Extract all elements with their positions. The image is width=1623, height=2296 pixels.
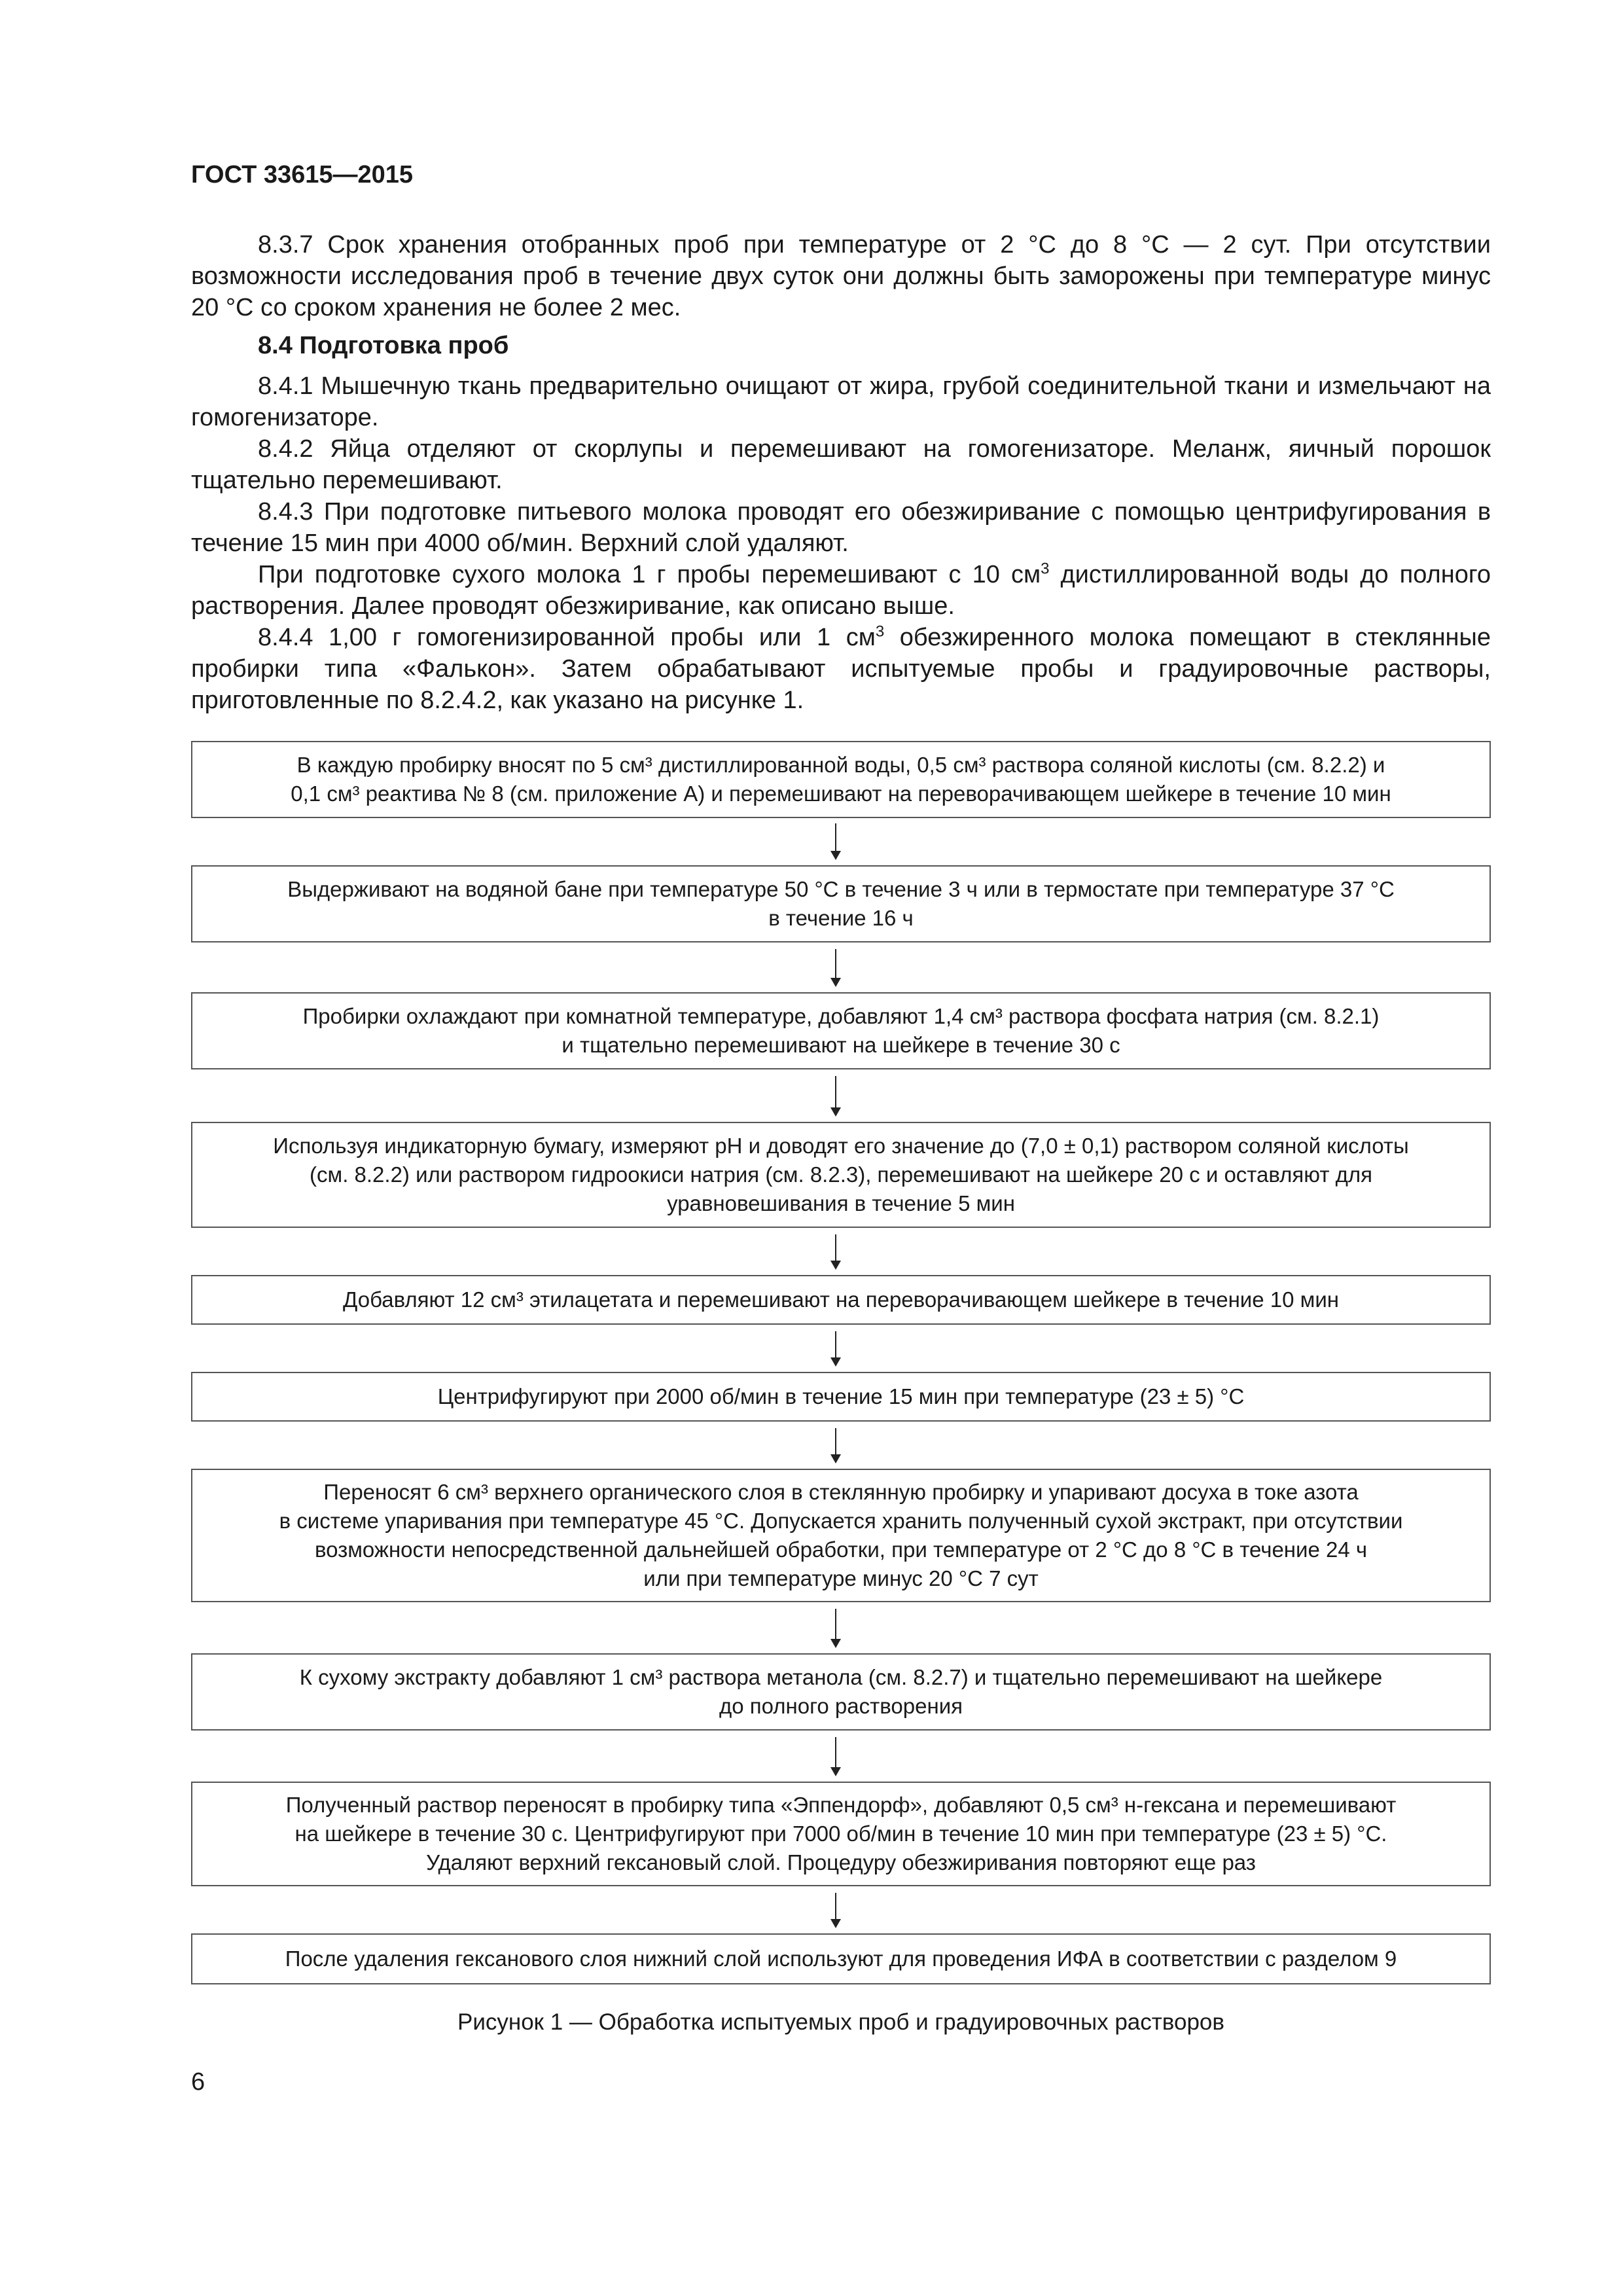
flowchart-step-text (303, 1002, 1380, 1060)
flow-arrow-down-icon (835, 1893, 836, 1927)
paragraph-8-4-1: 8.4.1 Мышечную ткань предварительно очищают от жира, грубой соединительной ткани и измельчают на гомогенизаторе. (191, 372, 1491, 431)
step-line: Добавляют 12 см³ этилацетата и перемешивают на переворачивающем шейкере в течение 10 мин (343, 1287, 1339, 1312)
step-line: Переносят 6 см³ верхнего органического слоя в стеклянную пробирку и упаривают досуха в токе азота (323, 1480, 1359, 1504)
paragraph-dry-milk (191, 559, 1491, 622)
flow-arrow-down-icon (835, 1331, 836, 1365)
page-number: 6 (191, 2068, 205, 2096)
paragraph-8-4-4 (191, 622, 1491, 716)
paragraph-dry-milk-part-1: При подготовке сухого молока 1 г пробы перемешивают с 10 см (258, 561, 1041, 588)
step-line: и тщательно перемешивают на шейкере в течение 30 с (562, 1033, 1120, 1057)
flow-arrow-down-icon (835, 823, 836, 859)
figure-caption: Рисунок 1 — Обработка испытуемых проб и градуировочных растворов (457, 2009, 1224, 2035)
paragraph-8-4-2: 8.4.2 Яйца отделяют от скорлупы и перемешивают на гомогенизаторе. Меланж, яичный порошок тщательно перемешивают. (191, 435, 1491, 494)
flowchart-step-8 (191, 1653, 1491, 1731)
step-line: Центрифугируют при 2000 об/мин в течение 15 мин при температуре (23 ± 5) °С (437, 1384, 1245, 1408)
flow-arrow-down-icon (835, 1076, 836, 1115)
flow-arrow-down-icon (835, 1609, 836, 1647)
flowchart-step-text (279, 1478, 1403, 1593)
flowchart-step-7 (191, 1469, 1491, 1602)
flow-arrow-down-icon (835, 1428, 836, 1462)
step-line: в системе упаривания при температуре 45 °С. Допускается хранить полученный сухой экстракт, при отсутствии (279, 1509, 1403, 1533)
section-heading-8-4: 8.4 Подготовка проб (258, 332, 509, 359)
flowchart-step-10 (191, 1933, 1491, 1984)
flowchart-step-text (300, 1663, 1382, 1721)
flowchart-step-text (285, 1945, 1397, 1973)
step-line: Удаляют верхний гексановый слой. Процедуру обезжиривания повторяют еще раз (426, 1850, 1256, 1874)
step-line: Пробирки охлаждают при комнатной температуре, добавляют 1,4 см³ раствора фосфата натрия (см. 8.2.1) (302, 1004, 1380, 1028)
step-line: Используя индикаторную бумагу, измеряют рН и доводят его значение до (7,0 ± 0,1) раствором соляной кислоты (273, 1134, 1409, 1158)
step-line: уравновешивания в течение 5 мин (667, 1191, 1015, 1215)
flowchart-step-2 (191, 865, 1491, 942)
paragraph-8-3-7: 8.3.7 Срок хранения отобранных проб при температуре от 2 °С до 8 °С — 2 сут. При отсутствии возможности исследования проб в течение двух суток они должны быть заморожены при температуре минус 20 °С со сроком хранения не более 2 мес. (191, 231, 1491, 321)
step-line: К сухому экстракту добавляют 1 см³ раствора метанола (см. 8.2.7) и тщательно перемешивают на шейкере (299, 1665, 1383, 1689)
step-line: возможности непосредственной дальнейшей обработки, при температуре от 2 °С до 8 °С в течение 24 ч (314, 1537, 1368, 1562)
flowchart-step-text (343, 1285, 1339, 1314)
superscript-3: 3 (875, 622, 885, 641)
paragraph-8-4-4-part-2: обезжиренного молока помещают в стеклянные пробирки типа «Фалькон». Затем обрабатывают испытуемые пробы и градуировочные растворы, приготовленные по 8.2.4.2, как указано на рисунке 1. (191, 624, 1491, 714)
flowchart-step-text (286, 1791, 1397, 1877)
flowchart-step-3 (191, 992, 1491, 1069)
flow-arrow-down-icon (835, 1234, 836, 1268)
paragraph-8-4-4-part-1: 8.4.4 1,00 г гомогенизированной пробы или 1 см (258, 624, 876, 651)
step-line: до полного растворения (719, 1694, 963, 1718)
step-line: В каждую пробирку вносят по 5 см³ дистиллированной воды, 0,5 см³ раствора соляной кислоты (см. 8.2.2) и (296, 753, 1385, 777)
flowchart-step-text (438, 1382, 1245, 1411)
flow-arrow-down-icon (835, 1737, 836, 1775)
flowchart-step-1 (191, 741, 1491, 818)
flowchart-step-6 (191, 1372, 1491, 1422)
step-line: Выдерживают на водяной бане при температуре 50 °С в течение 3 ч или в термостате при температуре 37 °С (287, 877, 1395, 901)
paragraph-dry-milk-part-2: дистиллированной воды до полного растворения. Далее проводят обезжиривание, как описано выше. (191, 561, 1491, 620)
step-line: на шейкере в течение 30 с. Центрифугируют при 7000 об/мин в течение 10 мин при температуре (23 ± 5) °С. (294, 1821, 1387, 1846)
step-line: или при температуре минус 20 °С 7 сут (643, 1566, 1039, 1590)
paragraph-8-4-3: 8.4.3 При подготовке питьевого молока проводят его обезжиривание с помощью центрифугирования в течение 15 мин при 4000 об/мин. Верхний слой удаляют. (191, 498, 1491, 557)
flowchart-step-text (291, 751, 1391, 808)
step-line: в течение 16 ч (768, 906, 914, 930)
superscript-3: 3 (1041, 560, 1050, 578)
flowchart-step-5 (191, 1275, 1491, 1325)
step-line: Полученный раствор переносят в пробирку типа «Эппендорф», добавляют 0,5 см³ н-гексана и перемешивают (285, 1793, 1397, 1817)
flowchart-step-text (287, 875, 1395, 933)
document-header: ГОСТ 33615—2015 (191, 161, 414, 188)
step-line: (см. 8.2.2) или раствором гидроокиси натрия (см. 8.2.3), перемешивают на шейкере 20 с и оставляют для (310, 1162, 1372, 1187)
flowchart-step-text (273, 1132, 1408, 1218)
flowchart-step-4 (191, 1122, 1491, 1228)
step-line: 0,1 см³ реактива № 8 (см. приложение А) и перемешивают на переворачивающем шейкере в течение 10 мин (291, 781, 1391, 806)
flowchart-step-9 (191, 1782, 1491, 1886)
body-text (191, 229, 1491, 716)
step-line: После удаления гексанового слоя нижний слой используют для проведения ИФА в соответствии с разделом 9 (285, 1946, 1397, 1971)
flow-arrow-down-icon (835, 949, 836, 986)
